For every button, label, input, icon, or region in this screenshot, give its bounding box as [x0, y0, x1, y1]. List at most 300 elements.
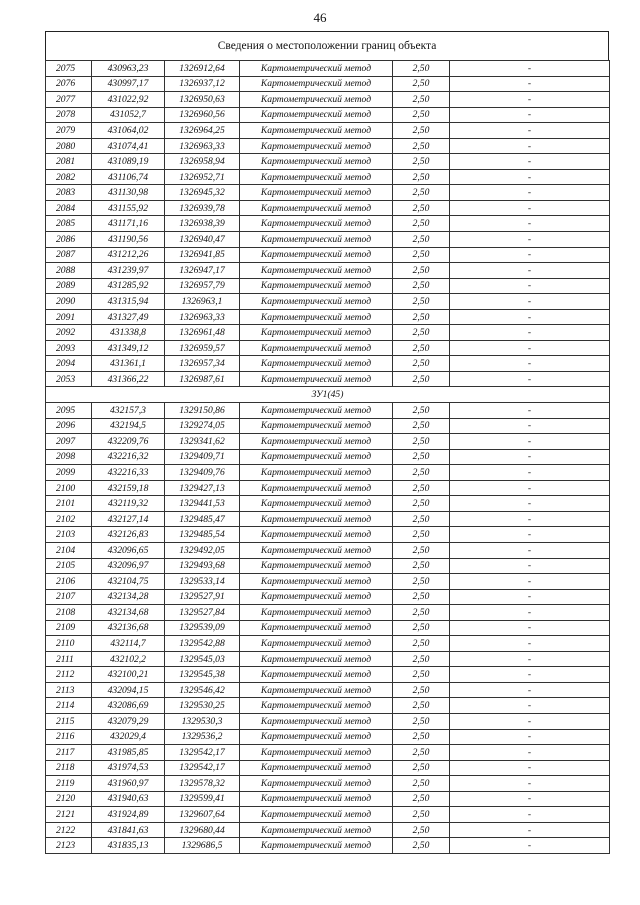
description-cell: -: [450, 92, 610, 108]
method-cell: Картометрический метод: [240, 216, 393, 232]
method-cell: Картометрический метод: [240, 294, 393, 310]
point-number: 2084: [46, 200, 92, 216]
accuracy-cell: 2,50: [393, 309, 450, 325]
description-cell: -: [450, 651, 610, 667]
accuracy-cell: 2,50: [393, 138, 450, 154]
accuracy-cell: 2,50: [393, 807, 450, 823]
description-cell: -: [450, 138, 610, 154]
method-cell: Картометрический метод: [240, 745, 393, 761]
table-row: [46, 496, 610, 512]
coord-x: 431361,1: [92, 356, 165, 372]
coord-x: 432104,75: [92, 574, 165, 590]
coord-x: 431338,8: [92, 325, 165, 341]
point-number: 2106: [46, 574, 92, 590]
coord-x: 432114,7: [92, 636, 165, 652]
description-cell: -: [450, 449, 610, 465]
accuracy-cell: 2,50: [393, 542, 450, 558]
point-number: 2053: [46, 371, 92, 387]
section-row: [46, 387, 610, 403]
description-cell: -: [450, 200, 610, 216]
coord-x: 431022,92: [92, 92, 165, 108]
table-row: [46, 123, 610, 139]
point-number: 2080: [46, 138, 92, 154]
coord-x: 431974,53: [92, 760, 165, 776]
coord-y: 1326940,47: [165, 232, 240, 248]
coord-y: 1326961,48: [165, 325, 240, 341]
method-cell: Картометрический метод: [240, 449, 393, 465]
accuracy-cell: 2,50: [393, 278, 450, 294]
method-cell: Картометрический метод: [240, 511, 393, 527]
accuracy-cell: 2,50: [393, 760, 450, 776]
method-cell: Картометрический метод: [240, 434, 393, 450]
coord-x: 431285,92: [92, 278, 165, 294]
point-number: 2090: [46, 294, 92, 310]
point-number: 2087: [46, 247, 92, 263]
description-cell: -: [450, 574, 610, 590]
table-row: [46, 356, 610, 372]
point-number: 2111: [46, 651, 92, 667]
accuracy-cell: 2,50: [393, 61, 450, 77]
description-cell: -: [450, 403, 610, 419]
description-cell: -: [450, 807, 610, 823]
point-number: 2102: [46, 511, 92, 527]
coord-x: 431940,63: [92, 791, 165, 807]
point-number: 2107: [46, 589, 92, 605]
coord-y: 1329409,76: [165, 465, 240, 481]
description-cell: -: [450, 636, 610, 652]
coord-y: 1329533,14: [165, 574, 240, 590]
description-cell: -: [450, 340, 610, 356]
coord-x: 432194,5: [92, 418, 165, 434]
coord-y: 1329427,13: [165, 480, 240, 496]
coord-y: 1326938,39: [165, 216, 240, 232]
coord-x: 432216,33: [92, 465, 165, 481]
coord-y: 1329599,41: [165, 791, 240, 807]
accuracy-cell: 2,50: [393, 263, 450, 279]
point-number: 2119: [46, 776, 92, 792]
point-number: 2108: [46, 605, 92, 621]
description-cell: -: [450, 107, 610, 123]
accuracy-cell: 2,50: [393, 651, 450, 667]
coord-x: 432096,97: [92, 558, 165, 574]
method-cell: Картометрический метод: [240, 371, 393, 387]
coord-y: 1329542,88: [165, 636, 240, 652]
point-number: 2086: [46, 232, 92, 248]
description-cell: -: [450, 838, 610, 854]
table-row: [46, 838, 610, 854]
method-cell: Картометрический метод: [240, 760, 393, 776]
accuracy-cell: 2,50: [393, 325, 450, 341]
coord-x: 430997,17: [92, 76, 165, 92]
accuracy-cell: 2,50: [393, 465, 450, 481]
description-cell: -: [450, 309, 610, 325]
method-cell: Картометрический метод: [240, 263, 393, 279]
description-cell: -: [450, 589, 610, 605]
table-row: [46, 745, 610, 761]
accuracy-cell: 2,50: [393, 449, 450, 465]
coord-y: 1329530,25: [165, 698, 240, 714]
description-cell: -: [450, 232, 610, 248]
point-number: 2113: [46, 682, 92, 698]
point-number: 2088: [46, 263, 92, 279]
coord-x: 431924,89: [92, 807, 165, 823]
table-row: [46, 636, 610, 652]
method-cell: Картометрический метод: [240, 620, 393, 636]
accuracy-cell: 2,50: [393, 371, 450, 387]
method-cell: Картометрический метод: [240, 340, 393, 356]
point-number: 2116: [46, 729, 92, 745]
coord-x: 431327,49: [92, 309, 165, 325]
table-row: [46, 480, 610, 496]
table-row: [46, 542, 610, 558]
table-row: [46, 698, 610, 714]
coord-x: 432159,18: [92, 480, 165, 496]
table-row: [46, 620, 610, 636]
coord-y: 1326941,85: [165, 247, 240, 263]
coord-y: 1326963,1: [165, 294, 240, 310]
table-row: [46, 822, 610, 838]
description-cell: -: [450, 465, 610, 481]
method-cell: Картометрический метод: [240, 278, 393, 294]
coord-x: 432127,14: [92, 511, 165, 527]
method-cell: Картометрический метод: [240, 822, 393, 838]
point-number: 2112: [46, 667, 92, 683]
method-cell: Картометрический метод: [240, 465, 393, 481]
point-number: 2098: [46, 449, 92, 465]
table-row: [46, 589, 610, 605]
method-cell: Картометрический метод: [240, 480, 393, 496]
method-cell: Картометрический метод: [240, 200, 393, 216]
accuracy-cell: 2,50: [393, 511, 450, 527]
table-row: [46, 527, 610, 543]
accuracy-cell: 2,50: [393, 216, 450, 232]
coordinates-table: [45, 60, 610, 854]
accuracy-cell: 2,50: [393, 480, 450, 496]
table-row: [46, 92, 610, 108]
point-number: 2103: [46, 527, 92, 543]
coord-x: 432096,65: [92, 542, 165, 558]
point-number: 2082: [46, 169, 92, 185]
coord-x: 431074,41: [92, 138, 165, 154]
point-number: 2096: [46, 418, 92, 434]
method-cell: Картометрический метод: [240, 682, 393, 698]
accuracy-cell: 2,50: [393, 713, 450, 729]
description-cell: -: [450, 542, 610, 558]
description-cell: -: [450, 123, 610, 139]
table-row: [46, 263, 610, 279]
description-cell: -: [450, 294, 610, 310]
method-cell: Картометрический метод: [240, 574, 393, 590]
point-number: 2091: [46, 309, 92, 325]
accuracy-cell: 2,50: [393, 496, 450, 512]
description-cell: -: [450, 496, 610, 512]
coord-y: 1326945,32: [165, 185, 240, 201]
coord-y: 1326952,71: [165, 169, 240, 185]
description-cell: -: [450, 745, 610, 761]
coord-x: 431349,12: [92, 340, 165, 356]
coord-x: 430963,23: [92, 61, 165, 77]
table-row: [46, 558, 610, 574]
accuracy-cell: 2,50: [393, 418, 450, 434]
coord-y: 1326939,78: [165, 200, 240, 216]
coord-y: 1326947,17: [165, 263, 240, 279]
coord-y: 1326964,25: [165, 123, 240, 139]
coord-y: 1326957,34: [165, 356, 240, 372]
coord-y: 1326963,33: [165, 138, 240, 154]
coord-x: 432094,15: [92, 682, 165, 698]
table-row: [46, 651, 610, 667]
coord-x: 432086,69: [92, 698, 165, 714]
table-row: [46, 605, 610, 621]
point-number: 2081: [46, 154, 92, 170]
coord-y: 1329545,03: [165, 651, 240, 667]
point-number: 2097: [46, 434, 92, 450]
table-row: [46, 776, 610, 792]
boundary-sheet: [45, 31, 609, 854]
method-cell: Картометрический метод: [240, 138, 393, 154]
description-cell: -: [450, 434, 610, 450]
coord-x: 432134,68: [92, 605, 165, 621]
coord-x: 431171,16: [92, 216, 165, 232]
point-number: 2077: [46, 92, 92, 108]
method-cell: Картометрический метод: [240, 729, 393, 745]
point-number: 2109: [46, 620, 92, 636]
accuracy-cell: 2,50: [393, 776, 450, 792]
point-number: 2100: [46, 480, 92, 496]
point-number: 2099: [46, 465, 92, 481]
description-cell: -: [450, 760, 610, 776]
table-row: [46, 574, 610, 590]
description-cell: -: [450, 620, 610, 636]
point-number: 2110: [46, 636, 92, 652]
coord-x: 432136,68: [92, 620, 165, 636]
point-number: 2089: [46, 278, 92, 294]
point-number: 2122: [46, 822, 92, 838]
coord-x: 432100,21: [92, 667, 165, 683]
accuracy-cell: 2,50: [393, 527, 450, 543]
coord-y: 1329542,17: [165, 745, 240, 761]
point-number: 2092: [46, 325, 92, 341]
coord-x: 432102,2: [92, 651, 165, 667]
method-cell: Картометрический метод: [240, 527, 393, 543]
point-number: 2117: [46, 745, 92, 761]
coord-y: 1329539,09: [165, 620, 240, 636]
description-cell: -: [450, 729, 610, 745]
coord-x: 431835,13: [92, 838, 165, 854]
method-cell: Картометрический метод: [240, 61, 393, 77]
point-number: 2094: [46, 356, 92, 372]
table-row: [46, 216, 610, 232]
accuracy-cell: 2,50: [393, 92, 450, 108]
point-number: 2095: [46, 403, 92, 419]
coord-y: 1329542,17: [165, 760, 240, 776]
coord-y: 1326958,94: [165, 154, 240, 170]
table-row: [46, 667, 610, 683]
coord-y: 1329409,71: [165, 449, 240, 465]
description-cell: -: [450, 480, 610, 496]
coord-x: 432119,32: [92, 496, 165, 512]
coord-x: 432157,3: [92, 403, 165, 419]
point-number: 2115: [46, 713, 92, 729]
coord-x: 431106,74: [92, 169, 165, 185]
method-cell: Картометрический метод: [240, 791, 393, 807]
table-row: [46, 682, 610, 698]
method-cell: Картометрический метод: [240, 496, 393, 512]
accuracy-cell: 2,50: [393, 340, 450, 356]
accuracy-cell: 2,50: [393, 76, 450, 92]
accuracy-cell: 2,50: [393, 169, 450, 185]
method-cell: Картометрический метод: [240, 92, 393, 108]
coord-y: 1326959,57: [165, 340, 240, 356]
coord-y: 1329536,2: [165, 729, 240, 745]
method-cell: Картометрический метод: [240, 698, 393, 714]
accuracy-cell: 2,50: [393, 682, 450, 698]
accuracy-cell: 2,50: [393, 667, 450, 683]
coord-y: 1329686,5: [165, 838, 240, 854]
point-number: 2075: [46, 61, 92, 77]
description-cell: -: [450, 247, 610, 263]
accuracy-cell: 2,50: [393, 185, 450, 201]
table-row: [46, 185, 610, 201]
coord-x: 431841,63: [92, 822, 165, 838]
description-cell: -: [450, 682, 610, 698]
coord-x: 431960,97: [92, 776, 165, 792]
method-cell: Картометрический метод: [240, 232, 393, 248]
table-row: [46, 449, 610, 465]
table-row: [46, 76, 610, 92]
method-cell: Картометрический метод: [240, 838, 393, 854]
method-cell: Картометрический метод: [240, 185, 393, 201]
coord-x: 431212,26: [92, 247, 165, 263]
coord-x: 431190,56: [92, 232, 165, 248]
table-row: [46, 325, 610, 341]
coord-x: 432216,32: [92, 449, 165, 465]
table-row: [46, 309, 610, 325]
coord-x: 431052,7: [92, 107, 165, 123]
coord-x: 431089,19: [92, 154, 165, 170]
coord-y: 1329274,05: [165, 418, 240, 434]
description-cell: -: [450, 605, 610, 621]
accuracy-cell: 2,50: [393, 403, 450, 419]
point-number: 2123: [46, 838, 92, 854]
coord-y: 1329545,38: [165, 667, 240, 683]
accuracy-cell: 2,50: [393, 107, 450, 123]
method-cell: Картометрический метод: [240, 542, 393, 558]
coord-x: 432209,76: [92, 434, 165, 450]
coord-y: 1329492,05: [165, 542, 240, 558]
table-row: [46, 154, 610, 170]
description-cell: -: [450, 511, 610, 527]
point-number: 2120: [46, 791, 92, 807]
point-number: 2114: [46, 698, 92, 714]
method-cell: Картометрический метод: [240, 667, 393, 683]
table-row: [46, 247, 610, 263]
coord-y: 1329607,64: [165, 807, 240, 823]
table-row: [46, 511, 610, 527]
point-number: 2104: [46, 542, 92, 558]
table-row: [46, 232, 610, 248]
coord-y: 1326912,64: [165, 61, 240, 77]
coord-y: 1329341,62: [165, 434, 240, 450]
table-row: [46, 807, 610, 823]
method-cell: Картометрический метод: [240, 636, 393, 652]
accuracy-cell: 2,50: [393, 729, 450, 745]
point-number: 2076: [46, 76, 92, 92]
coord-y: 1326937,12: [165, 76, 240, 92]
method-cell: Картометрический метод: [240, 651, 393, 667]
accuracy-cell: 2,50: [393, 434, 450, 450]
coord-y: 1329680,44: [165, 822, 240, 838]
point-number: 2105: [46, 558, 92, 574]
table-row: [46, 418, 610, 434]
description-cell: -: [450, 527, 610, 543]
description-cell: -: [450, 791, 610, 807]
table-row: [46, 107, 610, 123]
description-cell: -: [450, 263, 610, 279]
description-cell: -: [450, 325, 610, 341]
accuracy-cell: 2,50: [393, 698, 450, 714]
accuracy-cell: 2,50: [393, 574, 450, 590]
accuracy-cell: 2,50: [393, 200, 450, 216]
table-row: [46, 371, 610, 387]
description-cell: -: [450, 278, 610, 294]
coord-y: 1326987,61: [165, 371, 240, 387]
table-row: [46, 278, 610, 294]
accuracy-cell: 2,50: [393, 247, 450, 263]
coord-y: 1329527,91: [165, 589, 240, 605]
coord-y: 1329485,54: [165, 527, 240, 543]
point-number: 2118: [46, 760, 92, 776]
table-row: [46, 403, 610, 419]
accuracy-cell: 2,50: [393, 822, 450, 838]
description-cell: -: [450, 169, 610, 185]
accuracy-cell: 2,50: [393, 636, 450, 652]
accuracy-cell: 2,50: [393, 154, 450, 170]
coord-y: 1326950,63: [165, 92, 240, 108]
coord-x: 431366,22: [92, 371, 165, 387]
description-cell: -: [450, 216, 610, 232]
accuracy-cell: 2,50: [393, 838, 450, 854]
description-cell: -: [450, 418, 610, 434]
point-number: 2079: [46, 123, 92, 139]
accuracy-cell: 2,50: [393, 791, 450, 807]
point-number: 2101: [46, 496, 92, 512]
table-row: [46, 434, 610, 450]
method-cell: Картометрический метод: [240, 325, 393, 341]
table-row: [46, 294, 610, 310]
method-cell: Картометрический метод: [240, 713, 393, 729]
table-row: [46, 340, 610, 356]
table-row: [46, 200, 610, 216]
accuracy-cell: 2,50: [393, 558, 450, 574]
method-cell: Картометрический метод: [240, 107, 393, 123]
coord-x: 431155,92: [92, 200, 165, 216]
description-cell: -: [450, 776, 610, 792]
accuracy-cell: 2,50: [393, 605, 450, 621]
method-cell: Картометрический метод: [240, 807, 393, 823]
method-cell: Картометрический метод: [240, 418, 393, 434]
description-cell: -: [450, 356, 610, 372]
table-row: [46, 169, 610, 185]
coord-y: 1326960,56: [165, 107, 240, 123]
coord-x: 431239,97: [92, 263, 165, 279]
table-row: [46, 760, 610, 776]
method-cell: Картометрический метод: [240, 247, 393, 263]
coord-y: 1326957,79: [165, 278, 240, 294]
point-number: 2085: [46, 216, 92, 232]
accuracy-cell: 2,50: [393, 356, 450, 372]
description-cell: -: [450, 667, 610, 683]
